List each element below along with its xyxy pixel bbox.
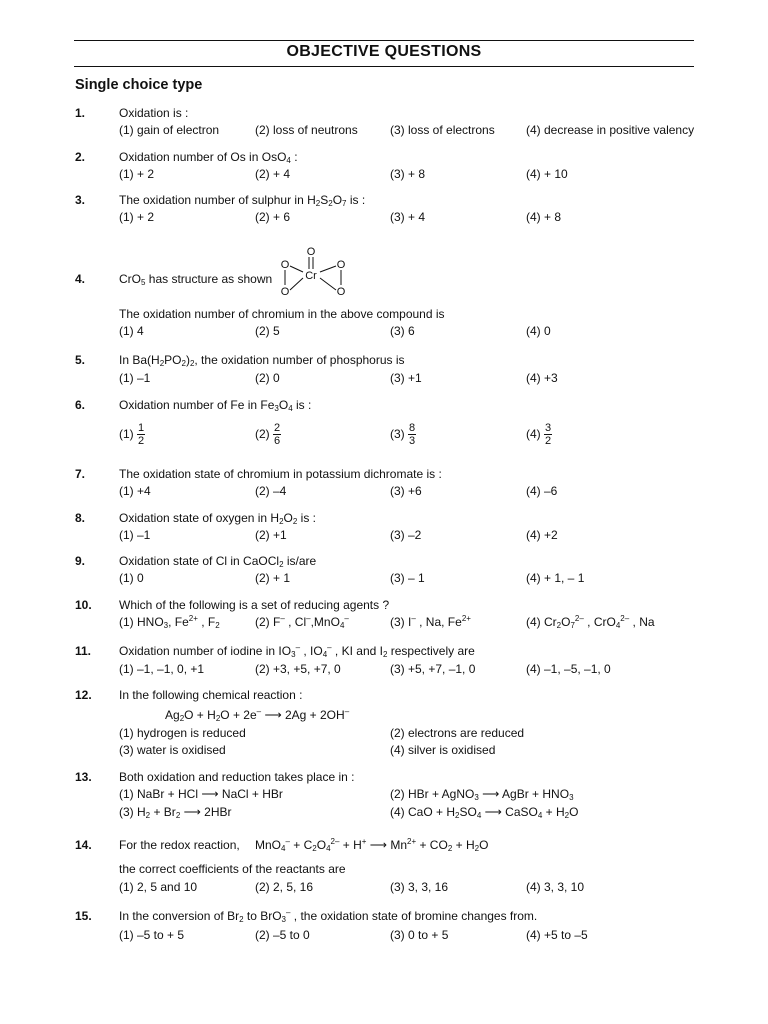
question-stem-2: The oxidation number of chromium in the above compound is — [119, 307, 445, 321]
question-number: 3. — [75, 193, 86, 207]
redox-equation: $MnO_4^- + C_2O_4^{2-} + H^+$ ⟶ $Mn^{2+} + CO_2 + H_2O$ — [255, 837, 489, 853]
option-4: (4) $\frac{3}{2}$ — [526, 422, 552, 448]
option-1: (1) –1 — [119, 371, 151, 385]
option-3: (3) +1 — [390, 371, 422, 385]
question-number: 1. — [75, 106, 86, 120]
option-3: (3) loss of electrons — [390, 123, 495, 137]
question-stem-2: the correct coefficients of the reactants are — [119, 862, 346, 876]
option-3: (3) + 8 — [390, 167, 426, 181]
option-1: (1) $\frac{1}{2}$ — [119, 422, 145, 448]
section-heading: Single choice type — [75, 77, 203, 93]
oxygen-atom: O — [306, 246, 316, 258]
option-4: (4) + 10 — [526, 167, 568, 181]
option-2: (2) electrons are reduced — [390, 726, 525, 740]
option-1: (1) 2, 5 and 10 — [119, 880, 198, 894]
option-1: (1) + 2 — [119, 210, 155, 224]
option-1: (1) hydrogen is reduced — [119, 726, 246, 740]
option-2: (2) F– , Cl–,MnO$_4$– — [255, 614, 349, 630]
title-rule — [74, 66, 694, 67]
question-stem: Oxidation number of iodine in $IO_3^-$ , $IO_4^-$ , KI and $I_2$ respectively are — [119, 643, 475, 659]
option-2: (2) + 6 — [255, 210, 291, 224]
option-3: (3) I– , Na, $Fe^{2+}$ — [390, 614, 471, 629]
option-2: (2) HBr + AgNO$_3$ ⟶ AgBr + $HNO_3$ — [390, 787, 574, 802]
question-number: 6. — [75, 398, 86, 412]
option-3: (3) 3, 3, 16 — [390, 880, 449, 894]
option-3: (3) –2 — [390, 528, 422, 542]
question-number: 15. — [75, 909, 92, 923]
reaction-equation: $Ag_2O + H_2O + 2e^-$ ⟶ 2Ag + 2OH– — [165, 707, 350, 723]
question-number: 8. — [75, 511, 86, 525]
option-4: (4) + 1, – 1 — [526, 571, 585, 585]
question-stem: For the redox reaction, — [119, 838, 240, 852]
option-4: (4) 3, 3, 10 — [526, 880, 585, 894]
option-3: (3) $H_2 + Br_2$ ⟶ 2HBr — [119, 805, 232, 820]
option-4: (4) –6 — [526, 484, 558, 498]
option-3: (3) – 1 — [390, 571, 425, 585]
oxygen-atom: O — [280, 259, 290, 271]
option-2: (2) 5 — [255, 324, 280, 338]
option-4: (4) CaO + $H_2SO_4$ ⟶ CaSO$_4$ + $H_2O$ — [390, 805, 579, 820]
question-number: 10. — [75, 598, 92, 612]
option-3: (3) 6 — [390, 324, 415, 338]
oxygen-atom: O — [280, 286, 290, 298]
option-1: (1) 4 — [119, 324, 144, 338]
question-stem: Oxidation number of Fe in $Fe_3O_4$ is : — [119, 398, 312, 413]
option-4: (4) + 8 — [526, 210, 562, 224]
option-2: (2) + 4 — [255, 167, 291, 181]
option-4: (4) –1, –5, –1, 0 — [526, 662, 611, 676]
question-number: 2. — [75, 150, 86, 164]
option-4: (4) decrease in positive valency — [526, 123, 695, 137]
question-stem: In $Ba(H_2PO_2)_2$, the oxidation number of phosphorus is — [119, 353, 405, 368]
option-3: (3) water is oxidised — [119, 743, 226, 757]
question-number: 4. — [75, 272, 86, 286]
option-2: (2) –4 — [255, 484, 287, 498]
oxygen-atom: O — [336, 259, 346, 271]
question-stem: The oxidation state of chromium in potassium dichromate is : — [119, 467, 442, 481]
option-3: (3) $\frac{8}{3}$ — [390, 422, 416, 448]
option-2: (2) 2, 5, 16 — [255, 880, 314, 894]
option-4: (4) +5 to –5 — [526, 928, 588, 942]
question-number: 5. — [75, 353, 86, 367]
question-stem: Oxidation number of Os in OsO$_4$ : — [119, 150, 298, 165]
question-stem: Oxidation state of Cl in CaOCl$_2$ is/are — [119, 554, 317, 569]
option-2: (2) 0 — [255, 371, 280, 385]
option-3: (3) + 4 — [390, 210, 426, 224]
question-number: 7. — [75, 467, 86, 481]
option-4: (4) silver is oxidised — [390, 743, 496, 757]
option-4: (4) $Cr_2O_7^{2-}$ , CrO$_4^{2-}$ , Na — [526, 614, 655, 630]
cro5-structure-diagram — [276, 244, 356, 298]
question-stem: In the following chemical reaction : — [119, 688, 303, 702]
question-number: 13. — [75, 770, 92, 784]
option-1: (1) +4 — [119, 484, 151, 498]
question-stem: Oxidation is : — [119, 106, 189, 120]
option-1: (1) –1, –1, 0, +1 — [119, 662, 205, 676]
chromium-atom: Cr — [305, 270, 317, 282]
oxygen-atom: O — [336, 286, 346, 298]
question-stem: Which of the following is a set of reducing agents ? — [119, 598, 390, 612]
option-3: (3) 0 to + 5 — [390, 928, 449, 942]
option-3: (3) +6 — [390, 484, 422, 498]
question-stem: Both oxidation and reduction takes place in : — [119, 770, 355, 784]
question-stem: Oxidation state of oxygen in $H_2O_2$ is : — [119, 511, 317, 526]
question-number: 12. — [75, 688, 92, 702]
question-number: 14. — [75, 838, 92, 852]
option-4: (4) 0 — [526, 324, 551, 338]
option-1: (1) gain of electron — [119, 123, 220, 137]
option-4: (4) +2 — [526, 528, 558, 542]
question-number: 11. — [75, 644, 92, 658]
option-2: (2) + 1 — [255, 571, 291, 585]
question-stem: The oxidation number of sulphur in $H_2S_2O_7$ is : — [119, 193, 366, 208]
option-1: (1) –1 — [119, 528, 151, 542]
option-1: (1) $HNO_3$, $Fe^{2+}$ , $F_2$ — [119, 614, 220, 630]
option-2: (2) $\frac{2}{6}$ — [255, 422, 281, 448]
option-4: (4) +3 — [526, 371, 558, 385]
question-number: 9. — [75, 554, 86, 568]
top-rule — [74, 40, 694, 41]
page-title: OBJECTIVE QUESTIONS — [286, 43, 482, 60]
option-2: (2) +3, +5, +7, 0 — [255, 662, 341, 676]
option-2: (2) +1 — [255, 528, 287, 542]
option-3: (3) +5, +7, –1, 0 — [390, 662, 476, 676]
option-1: (1) NaBr + HCl ⟶ NaCl + HBr — [119, 787, 283, 801]
question-stem: CrO$_5$ has structure as shown — [119, 272, 273, 287]
question-stem: In the conversion of $Br_2$ to BrO$_3$– , the oxidation state of bromine changes from. — [119, 908, 538, 924]
option-1: (1) + 2 — [119, 167, 155, 181]
option-1: (1) 0 — [119, 571, 144, 585]
option-2: (2) –5 to 0 — [255, 928, 310, 942]
option-1: (1) –5 to + 5 — [119, 928, 185, 942]
option-2: (2) loss of neutrons — [255, 123, 358, 137]
